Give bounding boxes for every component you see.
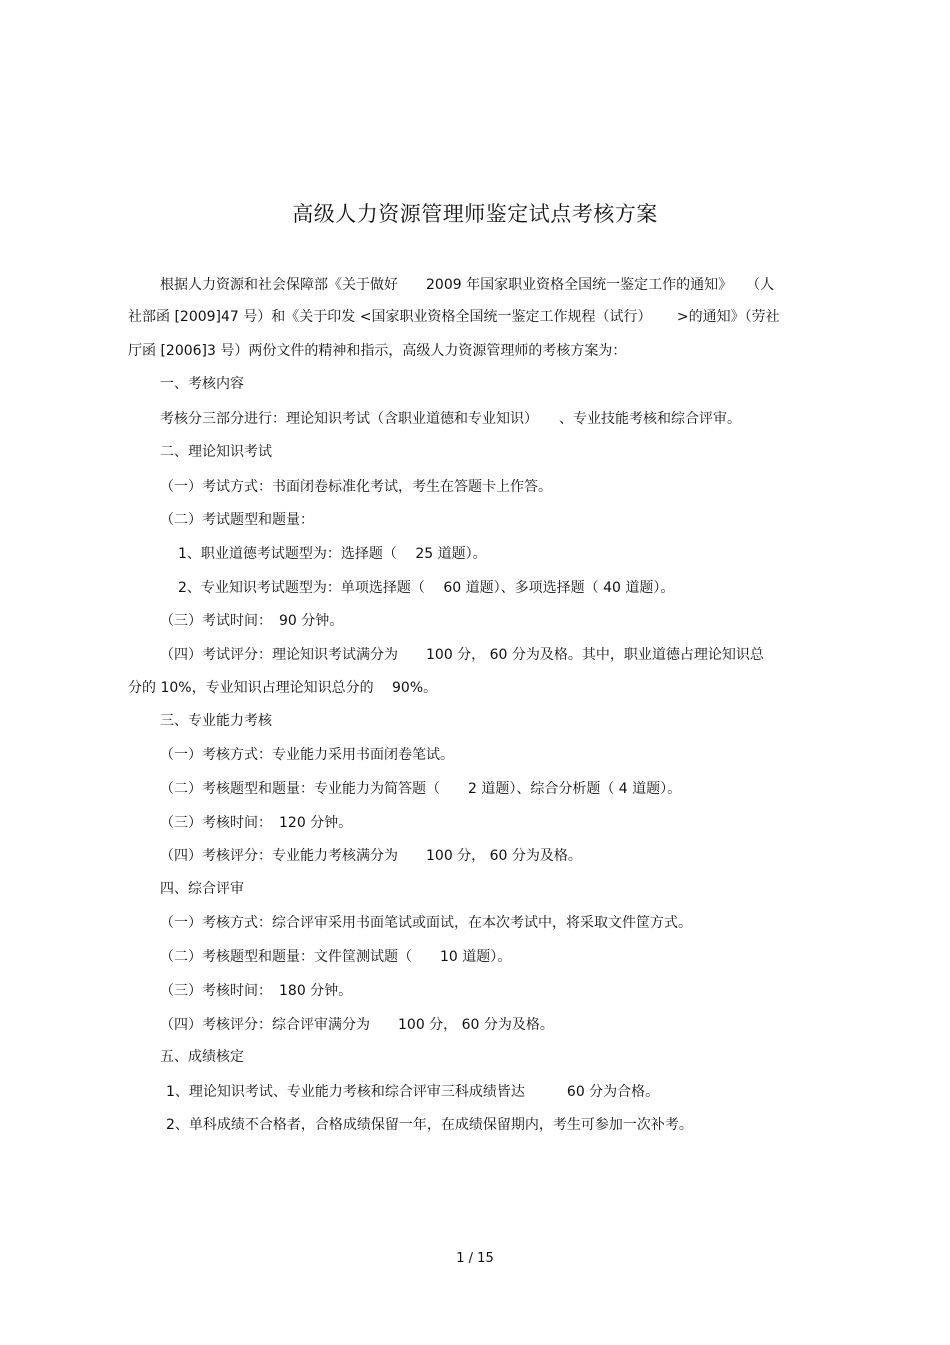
- paragraph: （二）考试题型和题量：: [160, 512, 314, 528]
- paragraph: 考核分三部分进行：理论知识考试（含职业道德和专业知识） 、专业技能考核和综合评审。: [160, 411, 741, 427]
- paragraph-continuation: 分的 10%，专业知识占理论知识总分的 90%。: [128, 680, 438, 696]
- paragraph: （一）考核方式：综合评审采用书面笔试或面试，在本次考试中，将采取文件筐方式。: [160, 915, 692, 931]
- intro-line-2: 社部函 [2009]47 号）和《关于印发 <国家职业资格全国统一鉴定工作规程（试行） >的通知》（劳社: [128, 309, 780, 325]
- paragraph: （一）考核方式：专业能力采用书面闭卷笔试。: [160, 747, 454, 763]
- paragraph: （四）考试评分：理论知识考试满分为 100 分， 60 分为及格。其中，职业道德占理论知识总: [160, 647, 764, 663]
- list-item: 2、单科成绩不合格者，合格成绩保留一年，在成绩保留期内，考生可参加一次补考。: [166, 1117, 693, 1133]
- paragraph: （二）考核题型和题量：专业能力为简答题（ 2 道题）、综合分析题（ 4 道题）。: [160, 781, 682, 797]
- paragraph: （三）考核时间： 180 分钟。: [160, 983, 353, 999]
- section-heading-4: 四、综合评审: [160, 881, 244, 897]
- paragraph: （二）考核题型和题量：文件筐测试题（ 10 道题）。: [160, 949, 512, 965]
- list-item: 1、理论知识考试、专业能力考核和综合评审三科成绩皆达 60 分为合格。: [166, 1084, 660, 1100]
- intro-line-1: 根据人力资源和社会保障部《关于做好 2009 年国家职业资格全国统一鉴定工作的通知》 （人: [160, 277, 775, 293]
- paragraph: （四）考核评分：专业能力考核满分为 100 分， 60 分为及格。: [160, 848, 582, 864]
- paragraph: （一）考试方式：书面闭卷标准化考试，考生在答题卡上作答。: [160, 479, 552, 495]
- document-title: 高级人力资源管理师鉴定试点考核方案: [292, 202, 658, 226]
- paragraph: （三）考核时间： 120 分钟。: [160, 815, 353, 831]
- list-item: 2、专业知识考试题型为：单项选择题（ 60 道题）、多项选择题（ 40 道题）。: [178, 580, 675, 596]
- list-item: 1、职业道德考试题型为：选择题（ 25 道题）。: [178, 546, 487, 562]
- intro-line-3: 厅函 [2006]3 号）两份文件的精神和指示，高级人力资源管理师的考核方案为：: [128, 343, 627, 359]
- paragraph: （三）考试时间： 90 分钟。: [160, 613, 344, 629]
- section-heading-2: 二、理论知识考试: [160, 444, 272, 460]
- page-number: 1 / 15: [456, 1251, 494, 1266]
- section-heading-5: 五、成绩核定: [160, 1049, 244, 1065]
- paragraph: （四）考核评分：综合评审满分为 100 分， 60 分为及格。: [160, 1017, 554, 1033]
- section-heading-3: 三、专业能力考核: [160, 713, 272, 729]
- section-heading-1: 一、考核内容: [160, 376, 244, 392]
